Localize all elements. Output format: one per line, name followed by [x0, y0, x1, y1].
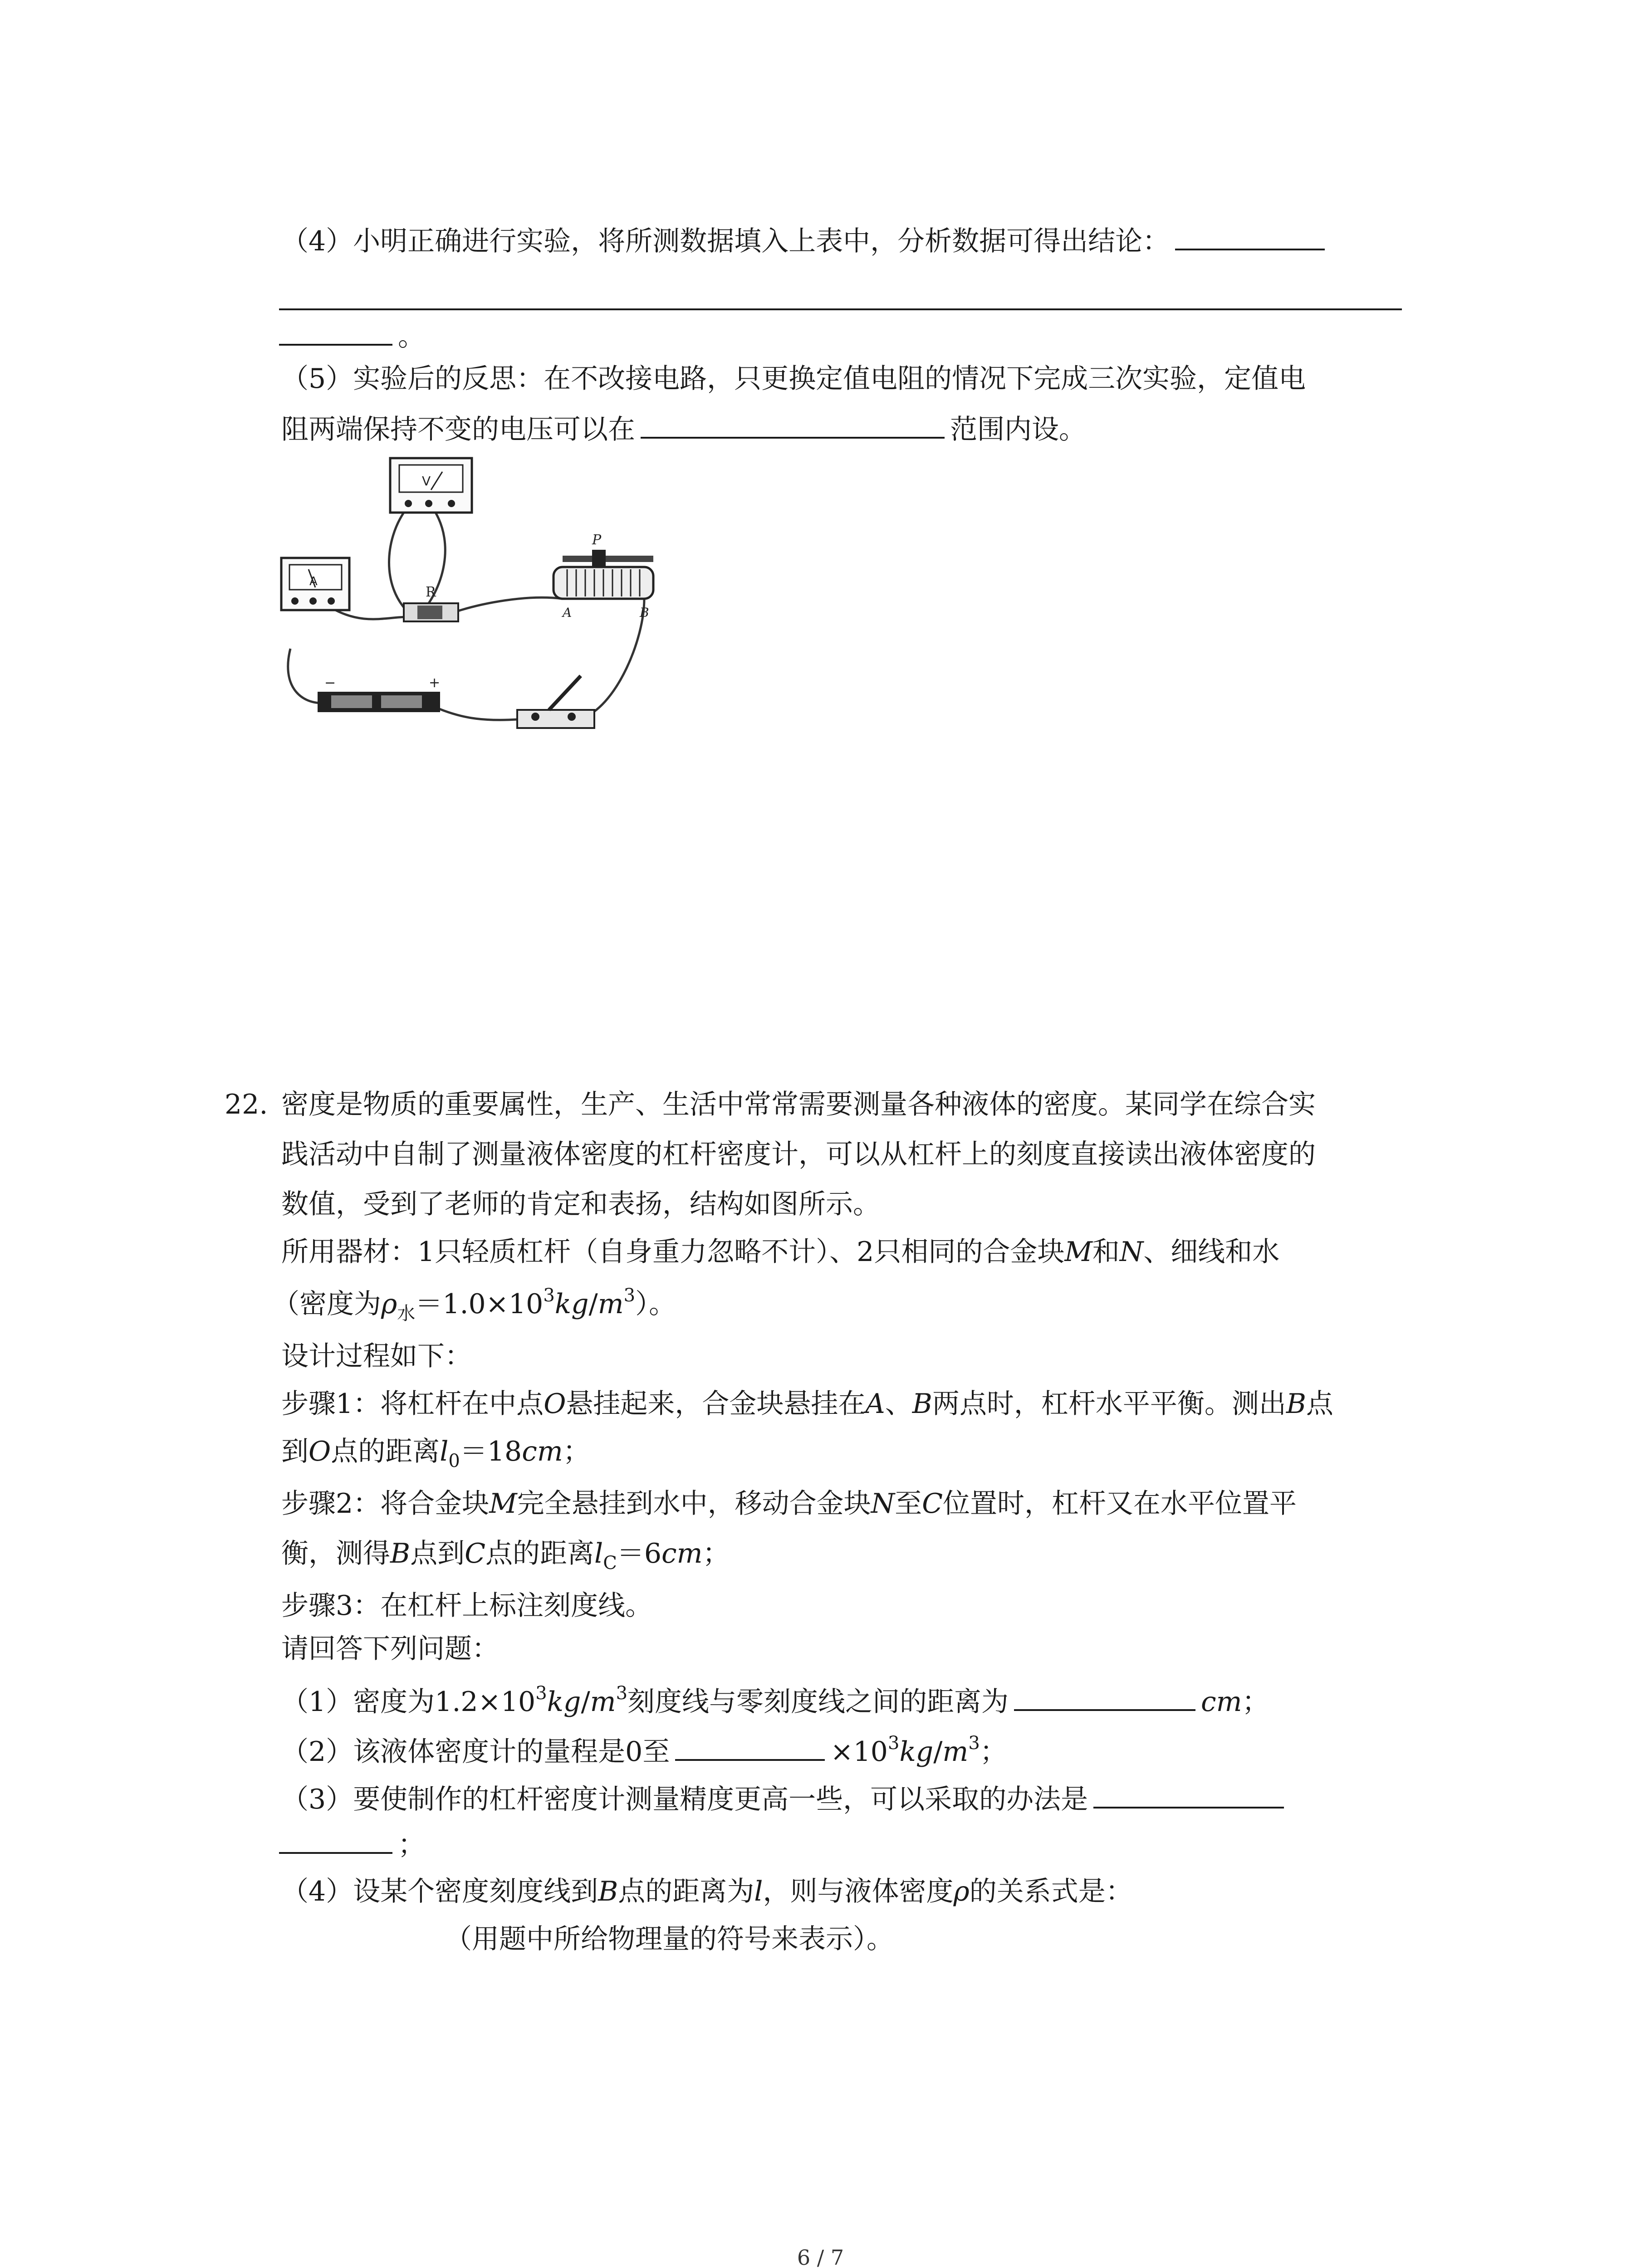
- q22-step3: 步骤3：在杠杆上标注刻度线。: [281, 1590, 653, 1622]
- q22-paragraph-line1: 22. 密度是物质的重要属性，生产、生活中常常需要测量各种液体的密度。某同学在综合实: [225, 1086, 1316, 1123]
- q21-item5-line2: 阻两端保持不变的电压可以在 范围内设。: [281, 411, 1086, 448]
- q22-answer-prompt: 请回答下列问题：: [281, 1633, 499, 1665]
- resistor-label: R: [426, 584, 436, 600]
- battery-plus: +: [429, 675, 441, 691]
- battery: [318, 675, 440, 712]
- q22-answer-4: （4）设某个密度刻度线到B点的距离为l，则与液体密度ρ的关系式是：: [281, 1876, 1133, 1907]
- q21-item4-blank-line2[interactable]: [279, 308, 1402, 310]
- voltmeter-label: V: [422, 474, 431, 489]
- fixed-resistor: [404, 584, 458, 621]
- q21-item5-blank[interactable]: [641, 411, 945, 439]
- q22-answer-3-end: ；: [279, 1826, 425, 1863]
- q22-step1-line1: 步骤1：将杠杆在中点O悬挂起来，合金块悬挂在A、B两点时，杠杆水平平衡。测出B点: [281, 1388, 1333, 1420]
- ammeter-label: A: [309, 575, 318, 588]
- terminal-b-label: B: [640, 605, 649, 620]
- q22-answer-3: （3）要使制作的杠杆密度计测量精度更高一些，可以采取的办法是: [281, 1780, 1289, 1818]
- ammeter: [281, 558, 349, 610]
- slider-label: P: [592, 532, 602, 548]
- page-number: 6 / 7: [797, 2245, 844, 2268]
- circuit-diagram: [272, 449, 726, 758]
- q22-step1-line2: 到O点的距离$l_0=18cm$；: [281, 1436, 590, 1471]
- q22-design-title: 设计过程如下：: [281, 1340, 472, 1372]
- wire-ammeter-battery: [288, 649, 322, 703]
- q21-item4-end: 。: [279, 318, 425, 355]
- q22-answer-1: （1）密度为$1.2\times 10^3kg/m^3$刻度线与零刻度线之间的距离为 cm；: [281, 1683, 1269, 1718]
- rheostat: [554, 532, 653, 620]
- q22-answer-4-line2: （用题中所给物理量的符号来表示）。: [445, 1923, 894, 1955]
- q22-water-density: （密度为$\rho_水=1.0\times 10^3kg/m^3$）。: [272, 1285, 676, 1324]
- q22-paragraph-line2: 践活动中自制了测量液体密度的杠杆密度计，可以从杠杆上的刻度直接读出液体密度的: [281, 1139, 1316, 1170]
- q22-answer-3-blank-line2[interactable]: [279, 1826, 392, 1854]
- q21-item4-blank-line3[interactable]: [279, 318, 392, 346]
- q22-answer-2: （2）该液体密度计的量程是0至 $\times 10^3kg/m^3$；: [281, 1733, 1007, 1768]
- battery-minus: −: [324, 675, 336, 691]
- wire-switch-rheostat: [585, 599, 644, 717]
- voltmeter: [390, 458, 472, 513]
- q21-item5-line1: （5）实验后的反思：在不改接电路，只更换定值电阻的情况下完成三次实验，定值电: [281, 363, 1306, 395]
- q21-item4-blank[interactable]: [1175, 222, 1325, 250]
- q22-answer-3-blank[interactable]: [1093, 1780, 1284, 1809]
- q22-number: 22.: [225, 1089, 268, 1120]
- wire-resistor-rheostat: [454, 597, 563, 612]
- q22-step2-line2: 衡，测得B点到C点的距离$l_C=6cm$；: [281, 1538, 730, 1574]
- q22-answer-2-blank[interactable]: [675, 1733, 825, 1761]
- q22-materials: 所用器材：1只轻质杠杆（自身重力忽略不计）、2只相同的合金块M和N、细线和水: [281, 1236, 1280, 1268]
- q21-item4: （4）小明正确进行实验，将所测数据填入上表中，分析数据可得出结论：: [281, 222, 1330, 259]
- q22-answer-1-blank[interactable]: [1014, 1683, 1195, 1711]
- terminal-a-label: A: [563, 605, 572, 620]
- switch: [517, 676, 594, 728]
- q22-paragraph-line3: 数值，受到了老师的肯定和表扬，结构如图所示。: [281, 1188, 880, 1220]
- q22-step2-line1: 步骤2：将合金块M完全悬挂到水中，移动合金块N至C位置时，杠杆又在水平位置平: [281, 1488, 1297, 1520]
- wire-battery-switch: [426, 703, 526, 720]
- wire-voltmeter-left: [389, 513, 409, 612]
